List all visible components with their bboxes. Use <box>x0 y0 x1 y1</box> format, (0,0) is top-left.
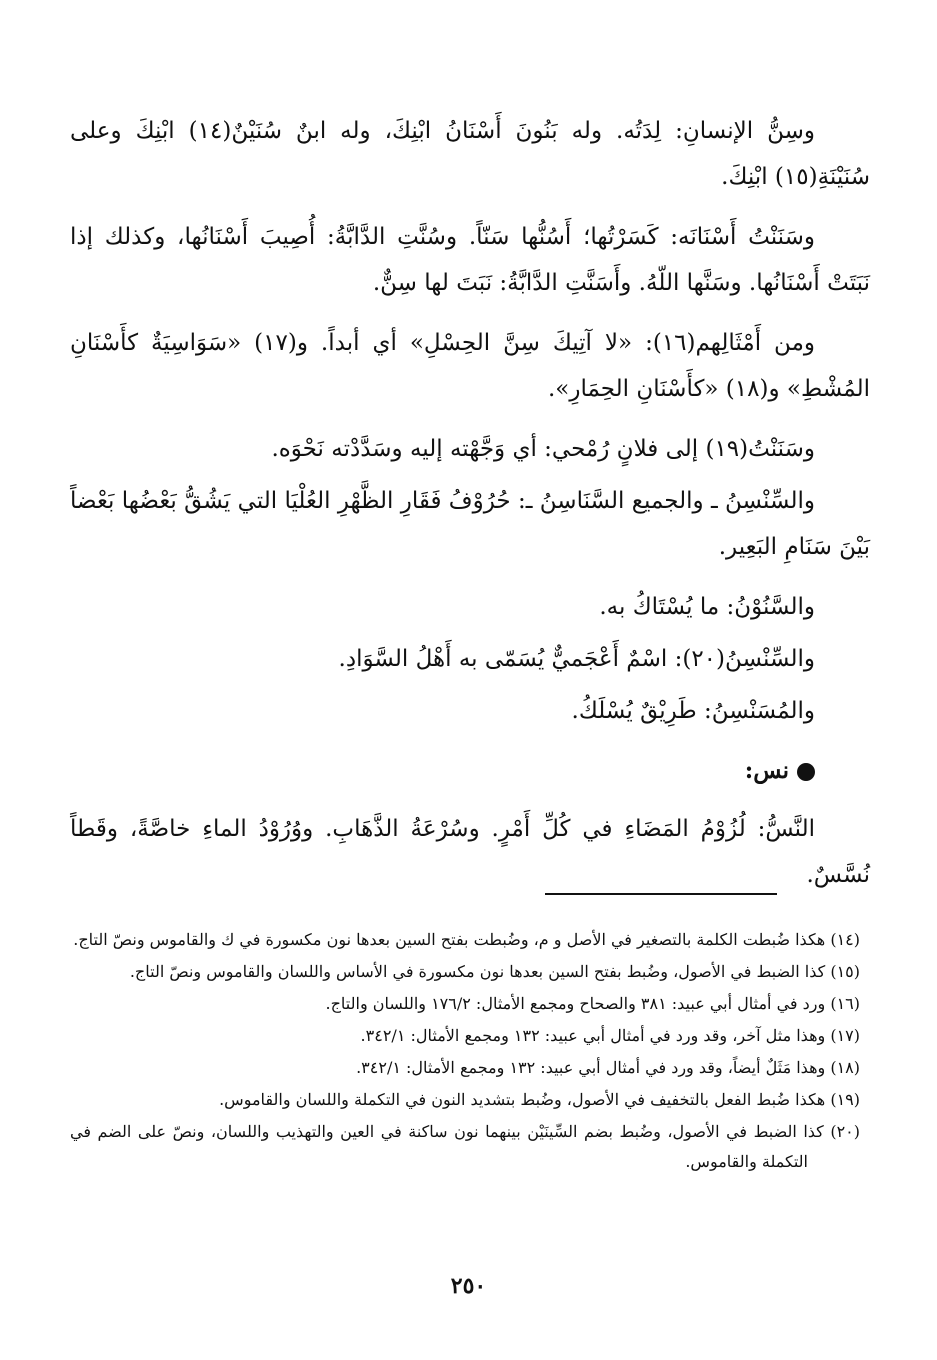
footnote-divider <box>545 893 777 895</box>
paragraph-sanantu-rumhi: وسَنَنْتُ(١٩) إلى فلانٍ رُمْحي: أي وَجَّهْته إليه وسَدَّدْته نَحْوَه. <box>271 436 815 462</box>
footnote-17: (١٧) وهذا مثل آخر، وقد ورد في أمثال أبي عبيد: ١٣٢ ومجمع الأمثال: ٣٤٢/١. <box>360 1026 860 1045</box>
paragraph-sanantu-asnanahu: وسَنَنْتُ أَسْنَانَه: كَسَرْتُها؛ أَسُنُّها سَنّاً. وسُنَّتِ الدَّابَّةُ: أُصِيبَ أَسْنَانُها، وكذلك إذا نَبَتَتْ أَسْنَانُها. وسَنَّها اللّهُ. وأَسَنَّتِ الدَّابَّةُ: نَبَتَ لها سِنٌّ. <box>70 224 870 296</box>
paragraph-nass: النَّسُّ: لُزُوْمُ المَضَاءِ في كُلِّ أَمْرٍ. وسُرْعَةُ الذَّهَابِ. ووُرُوْدُ الماءِ خاصَّةً، وقَطاً نُسَّسٌ. <box>70 816 870 888</box>
entry-heading <box>70 748 870 794</box>
footnote-16: (١٦) ورد في أمثال أبي عبيد: ٣٨١ والصحاح ومجمع الأمثال: ١٧٦/٢ واللسان والتاج. <box>325 994 860 1013</box>
paragraph-sanun: والسَّنُوْنُ: ما يُسْتَاكُ به. <box>599 594 815 620</box>
page-number: ٢٥٠ <box>450 1273 487 1299</box>
footnote-18: (١٨) وهذا مَثَلٌ أيضاً، وقد ورد في أمثال أبي عبيد: ١٣٢ ومجمع الأمثال: ٣٤٢/١. <box>356 1058 860 1077</box>
footnote-20: (٢٠) كذا الضبط في الأصول، وضُبط بضم السِّينَيْن بينهما نون ساكنة في العين والتهذيب واللسان، ونصّ على الضم في التكملة والقاموس. <box>70 1122 860 1171</box>
main-text <box>70 108 870 912</box>
bullet-icon <box>797 763 815 781</box>
footnotes <box>70 925 860 1179</box>
paragraph-sinn-al-insan: وسِنُّ الإنسانِ: لِدَتُه. وله بَنُونَ أَسْنَانُ ابْنِكَ، وله ابنٌ سُنَيْنٌ(١٤) ابْنِكَ وعلى سُنَيْنَةِ(١٥) ابْنِكَ. <box>70 118 870 190</box>
footnote-19: (١٩) هكذا ضُبط الفعل بالتخفيف في الأصول، وضُبط بتشديد النون في التكملة واللسان والقاموس. <box>219 1090 860 1109</box>
footnote-15: (١٥) كذا الضبط في الأصول، وضُبط بفتح السين بعدها نون مكسورة في الأساس واللسان والقاموس ونصّ التاج. <box>129 962 860 981</box>
paragraph-proverbs: ومن أَمْثَالِهم(١٦): «لا آتِيكَ سِنَّ الحِسْلِ» أي أبداً. و(١٧) «سَوَاسِيَةٌ كأَسْنَانِ المُشْطِ» و(١٨) «كأَسْنَانِ الحِمَارِ». <box>70 330 870 402</box>
entry-heading-label: نس: <box>744 757 789 784</box>
paragraph-musansin: والمُسَنْسِنُ: طَرِيْقٌ يُسْلَكُ. <box>571 698 815 724</box>
paragraph-sinsin-ajami: والسِّنْسِنُ(٢٠): اسْمٌ أَعْجَميٌّ يُسَمّى به أَهْلُ السَّوَادِ. <box>338 646 815 672</box>
paragraph-sinsin: والسِّنْسِنُ ـ والجميع السَّنَاسِنُ ـ: حُرُوْفُ فَقَارِ الظَّهْرِ العُلْيَا التي يَشُقُّ بَعْضُها بَعْضاً بَيْنَ سَنَامِ البَعِير. <box>70 488 870 560</box>
footnote-14: (١٤) هكذا ضُبطت الكلمة بالتصغير في الأصل و م، وضُبطت بفتح السين بعدها نون مكسورة في ك والقاموس ونصّ التاج. <box>73 930 860 949</box>
